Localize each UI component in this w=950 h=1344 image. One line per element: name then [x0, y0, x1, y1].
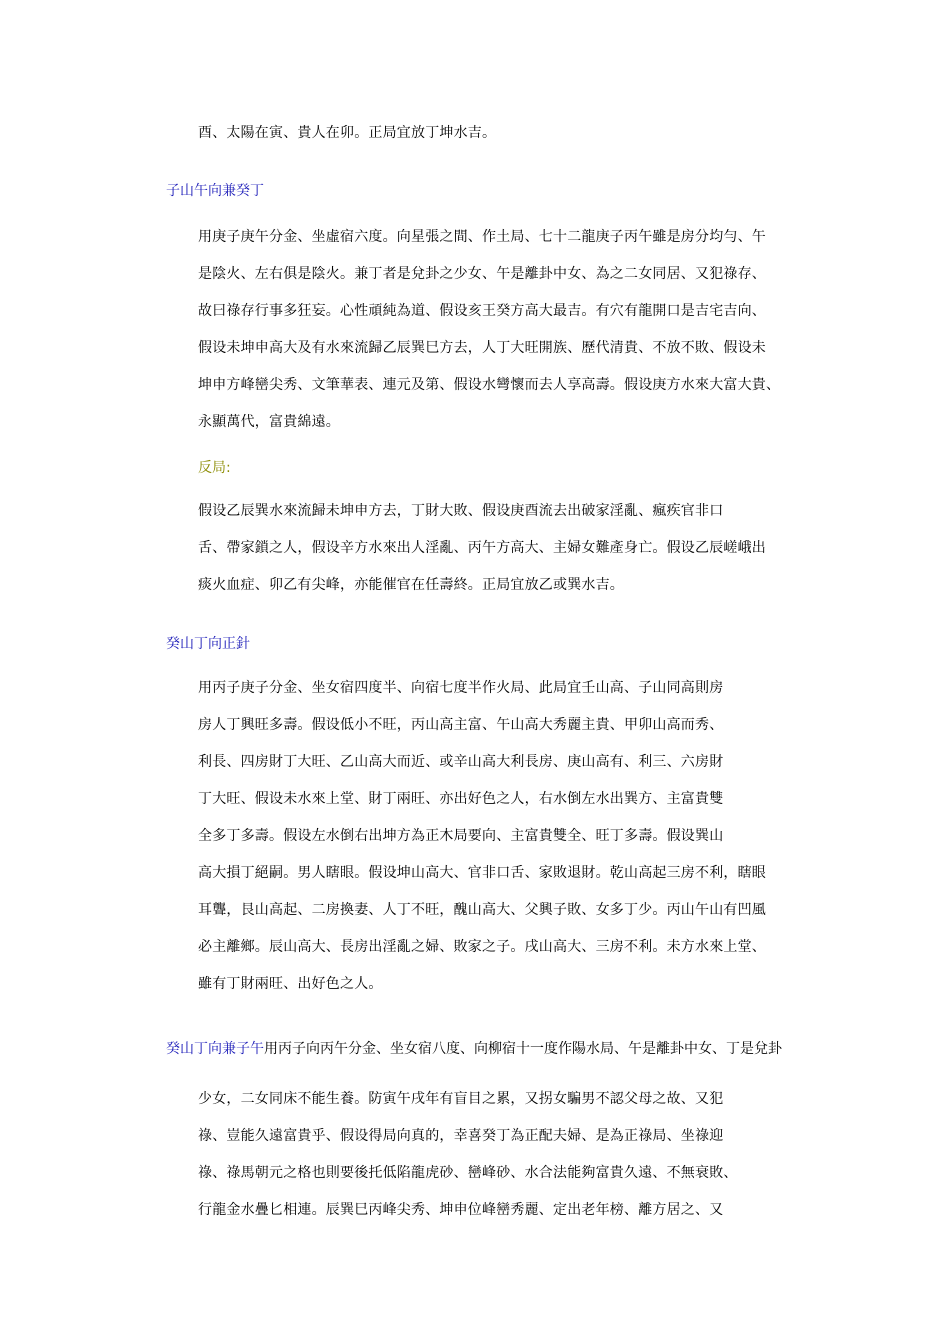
- paragraph-line: 用丙子庚子分金、坐女宿四度半、向宿七度半作火局、此局宜壬山高、子山同高則房: [198, 680, 724, 696]
- paragraph-line: 必主離鄉。辰山高大、長房出淫亂之婦、敗家之子。戌山高大、三房不利。未方水來上堂、: [198, 939, 766, 955]
- paragraph-line: 房人丁興旺多壽。假设低小不旺，丙山高主富、午山高大秀麗主貴、甲卯山高而秀、: [198, 717, 724, 733]
- section-heading-text: 癸山丁向兼子午: [166, 1041, 264, 1057]
- paragraph-line: 耳聾，艮山高起、二房換妻、人丁不旺，醜山高大、父興子敗、女多丁少。丙山午山有凹風: [198, 902, 766, 918]
- section-heading-zi-wu: 子山午向兼癸丁: [166, 183, 264, 199]
- section-heading-gui-ding-jian: [166, 1041, 806, 1057]
- paragraph-line: 痰火血症、卯乙有尖峰，亦能催官在任壽終。正局宜放乙或巽水吉。: [198, 577, 624, 593]
- paragraph-line: 雖有丁財兩旺、出好色之人。: [198, 976, 383, 992]
- paragraph-line: 舌、帶家鎖之人，假设辛方水來出人淫亂、丙午方高大、主婦女難產身亡。假设乙辰嵯峨出: [198, 540, 766, 556]
- paragraph-line: 丁大旺、假设未水來上堂、財丁兩旺、亦出好色之人，右水倒左水出巽方、主富貴雙: [198, 791, 724, 807]
- paragraph-line: 是陰火、左右俱是陰火。兼丁者是兌卦之少女、午是離卦中女、為之二女同居、又犯祿存、: [198, 266, 766, 282]
- paragraph-line: 高大損丁絕嗣。男人瞎眼。假设坤山高大、官非口舌、家敗退財。乾山高起三房不利，瞎眼: [198, 865, 766, 881]
- sub-heading-reverse: 反局:: [198, 460, 231, 476]
- intro-line: 酉、太陽在寅、貴人在卯。正局宜放丁坤水吉。: [198, 125, 497, 141]
- paragraph-line: 假设未坤申高大及有水來流歸乙辰巽巳方去，人丁大旺開族、歷代清貴、不放不敗、假设未: [198, 340, 766, 356]
- paragraph-line: 祿、祿馬朝元之格也則要後托低陷龍虎砂、巒峰砂、水合法能夠富貴久遠、不無衰敗、: [198, 1165, 738, 1181]
- heading-tail-text: 用丙子向丙午分金、坐女宿八度、向柳宿十一度作陽水局、午是離卦中女、丁是兌卦: [264, 1041, 782, 1057]
- paragraph-line: 故曰祿存行事多狂妄。心性頑純為道、假设亥王癸方高大最吉。有穴有龍開口是吉宅吉向、: [198, 303, 766, 319]
- paragraph-line: 少女，二女同床不能生養。防寅午戌年有盲目之累，又拐女騙男不認父母之故、又犯: [198, 1091, 724, 1107]
- paragraph-line: 永顯萬代，富貴綿遠。: [198, 414, 340, 430]
- section-heading-gui-ding: 癸山丁向正針: [166, 636, 250, 652]
- paragraph-line: 假设乙辰巽水來流歸未坤申方去，丁財大敗、假设庚酉流去出破家淫亂、瘋疾官非口: [198, 503, 724, 519]
- paragraph-line: 全多丁多壽。假设左水倒右出坤方為正木局要向、主富貴雙全、旺丁多壽。假设巽山: [198, 828, 724, 844]
- paragraph-line: 行龍金水疊匕相連。辰巽巳丙峰尖秀、坤申位峰巒秀麗、定出老年榜、離方居之、又: [198, 1202, 724, 1218]
- paragraph-line: 坤申方峰巒尖秀、文筆華表、連元及第、假设水彎懷而去人享高壽。假设庚方水來大富大貴、: [198, 377, 781, 393]
- paragraph-line: 利長、四房財丁大旺、乙山高大而近、或辛山高大利長房、庚山高有、利三、六房財: [198, 754, 724, 770]
- paragraph-line: 祿、豈能久遠富貴乎、假设得局向真的，幸喜癸丁為正配夫婦、是為正祿局、坐祿迎: [198, 1128, 724, 1144]
- paragraph-line: 用庚子庚午分金、坐虛宿六度。向星張之間、作土局、七十二龍庚子丙午雖是房分均勻、午: [198, 229, 766, 245]
